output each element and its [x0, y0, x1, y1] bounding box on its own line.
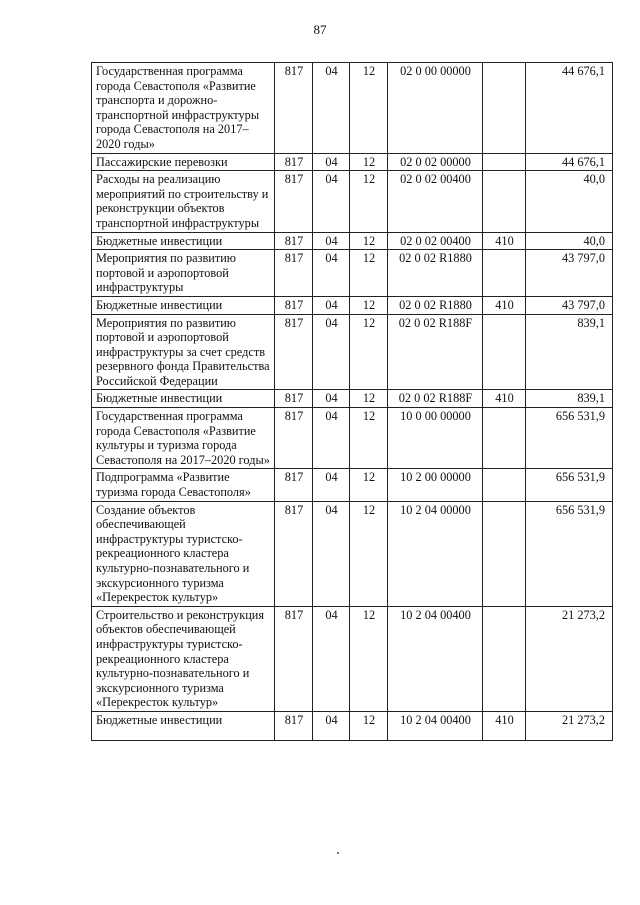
cell-grbs: 817 — [275, 296, 313, 314]
cell-name: Мероприятия по развитию портовой и аэропортовой инфраструктуры — [92, 250, 275, 297]
cell-subsection: 12 — [350, 232, 388, 250]
cell-amount: 839,1 — [526, 390, 613, 408]
cell-expense-type — [483, 153, 526, 171]
cell-target-article: 02 0 02 R188F — [388, 314, 483, 390]
table-row — [92, 63, 613, 154]
cell-section: 04 — [313, 232, 350, 250]
cell-amount: 656 531,9 — [526, 501, 613, 606]
cell-name: Бюджетные инвестиции — [92, 296, 275, 314]
cell-name: Государственная программа города Севастополя «Развитие культуры и туризма города Севастополя на 2017–2020 годы» — [92, 408, 275, 469]
table-row — [92, 250, 613, 297]
cell-expense-type — [483, 408, 526, 469]
cell-name: Расходы на реализацию мероприятий по строительству и реконструкции объектов транспортной инфраструктуры — [92, 171, 275, 232]
cell-section: 04 — [313, 171, 350, 232]
cell-amount: 656 531,9 — [526, 408, 613, 469]
cell-name: Подпрограмма «Развитие туризма города Севастополя» — [92, 469, 275, 501]
cell-subsection: 12 — [350, 408, 388, 469]
table-row — [92, 314, 613, 390]
cell-subsection: 12 — [350, 501, 388, 606]
cell-amount: 21 273,2 — [526, 711, 613, 740]
cell-target-article: 02 0 02 00400 — [388, 171, 483, 232]
cell-expense-type — [483, 606, 526, 711]
cell-subsection: 12 — [350, 250, 388, 297]
cell-amount: 656 531,9 — [526, 469, 613, 501]
cell-subsection: 12 — [350, 153, 388, 171]
cell-expense-type — [483, 250, 526, 297]
cell-amount: 44 676,1 — [526, 153, 613, 171]
cell-target-article: 02 0 02 R1880 — [388, 296, 483, 314]
cell-subsection: 12 — [350, 314, 388, 390]
cell-name: Государственная программа города Севастополя «Развитие транспорта и дорожно-транспортной инфраструктуры города Севастополя на 2017–2020 годы» — [92, 63, 275, 154]
cell-grbs: 817 — [275, 232, 313, 250]
cell-subsection: 12 — [350, 296, 388, 314]
cell-grbs: 817 — [275, 250, 313, 297]
table-row — [92, 171, 613, 232]
cell-expense-type: 410 — [483, 232, 526, 250]
cell-name: Пассажирские перевозки — [92, 153, 275, 171]
cell-subsection: 12 — [350, 711, 388, 740]
cell-section: 04 — [313, 390, 350, 408]
cell-section: 04 — [313, 63, 350, 154]
cell-target-article: 10 2 04 00400 — [388, 606, 483, 711]
cell-expense-type: 410 — [483, 296, 526, 314]
cell-expense-type — [483, 469, 526, 501]
cell-grbs: 817 — [275, 171, 313, 232]
cell-grbs: 817 — [275, 314, 313, 390]
cell-section: 04 — [313, 469, 350, 501]
cell-subsection: 12 — [350, 63, 388, 154]
cell-subsection: 12 — [350, 606, 388, 711]
cell-target-article: 10 2 04 00000 — [388, 501, 483, 606]
cell-name: Бюджетные инвестиции — [92, 232, 275, 250]
cell-grbs: 817 — [275, 408, 313, 469]
table-row — [92, 390, 613, 408]
cell-target-article: 10 2 04 00400 — [388, 711, 483, 740]
cell-name: Бюджетные инвестиции — [92, 711, 275, 740]
cell-grbs: 817 — [275, 153, 313, 171]
table-row — [92, 469, 613, 501]
table-body — [92, 63, 613, 741]
cell-expense-type — [483, 314, 526, 390]
cell-grbs: 817 — [275, 711, 313, 740]
cell-amount: 43 797,0 — [526, 250, 613, 297]
cell-name: Мероприятия по развитию портовой и аэропортовой инфраструктуры за счет средств резервного фонда Правительства Российской Федерации — [92, 314, 275, 390]
cell-target-article: 02 0 00 00000 — [388, 63, 483, 154]
cell-name: Строительство и реконструкция объектов обеспечивающей инфраструктуры туристско-рекреационного кластера культурно-познавательного и экскурсионного туризма «Перекресток культур» — [92, 606, 275, 711]
cell-section: 04 — [313, 250, 350, 297]
cell-grbs: 817 — [275, 390, 313, 408]
stray-mark — [337, 852, 339, 854]
cell-expense-type — [483, 171, 526, 232]
cell-section: 04 — [313, 408, 350, 469]
table-row — [92, 501, 613, 606]
page-number: 87 — [313, 22, 327, 37]
cell-target-article: 02 0 02 R1880 — [388, 250, 483, 297]
cell-expense-type — [483, 63, 526, 154]
cell-target-article: 02 0 02 00000 — [388, 153, 483, 171]
cell-grbs: 817 — [275, 469, 313, 501]
cell-section: 04 — [313, 296, 350, 314]
cell-target-article: 10 0 00 00000 — [388, 408, 483, 469]
cell-amount: 839,1 — [526, 314, 613, 390]
cell-amount: 40,0 — [526, 232, 613, 250]
cell-name: Создание объектов обеспечивающей инфраструктуры туристско-рекреационного кластера культурно-познавательного и экскурсионного туризма «Перекресток культур» — [92, 501, 275, 606]
cell-grbs: 817 — [275, 63, 313, 154]
cell-section: 04 — [313, 314, 350, 390]
cell-section: 04 — [313, 153, 350, 171]
cell-section: 04 — [313, 606, 350, 711]
cell-grbs: 817 — [275, 501, 313, 606]
cell-amount: 43 797,0 — [526, 296, 613, 314]
cell-expense-type — [483, 501, 526, 606]
cell-grbs: 817 — [275, 606, 313, 711]
cell-target-article: 02 0 02 R188F — [388, 390, 483, 408]
table-row — [92, 153, 613, 171]
table-row — [92, 606, 613, 711]
table-row — [92, 711, 613, 740]
cell-subsection: 12 — [350, 390, 388, 408]
table-row — [92, 296, 613, 314]
cell-section: 04 — [313, 711, 350, 740]
cell-subsection: 12 — [350, 171, 388, 232]
cell-amount: 44 676,1 — [526, 63, 613, 154]
cell-target-article: 10 2 00 00000 — [388, 469, 483, 501]
cell-subsection: 12 — [350, 469, 388, 501]
cell-section: 04 — [313, 501, 350, 606]
cell-expense-type: 410 — [483, 390, 526, 408]
cell-expense-type: 410 — [483, 711, 526, 740]
cell-target-article: 02 0 02 00400 — [388, 232, 483, 250]
table-row — [92, 408, 613, 469]
budget-table — [91, 62, 613, 741]
cell-name: Бюджетные инвестиции — [92, 390, 275, 408]
cell-amount: 40,0 — [526, 171, 613, 232]
table-row — [92, 232, 613, 250]
cell-amount: 21 273,2 — [526, 606, 613, 711]
